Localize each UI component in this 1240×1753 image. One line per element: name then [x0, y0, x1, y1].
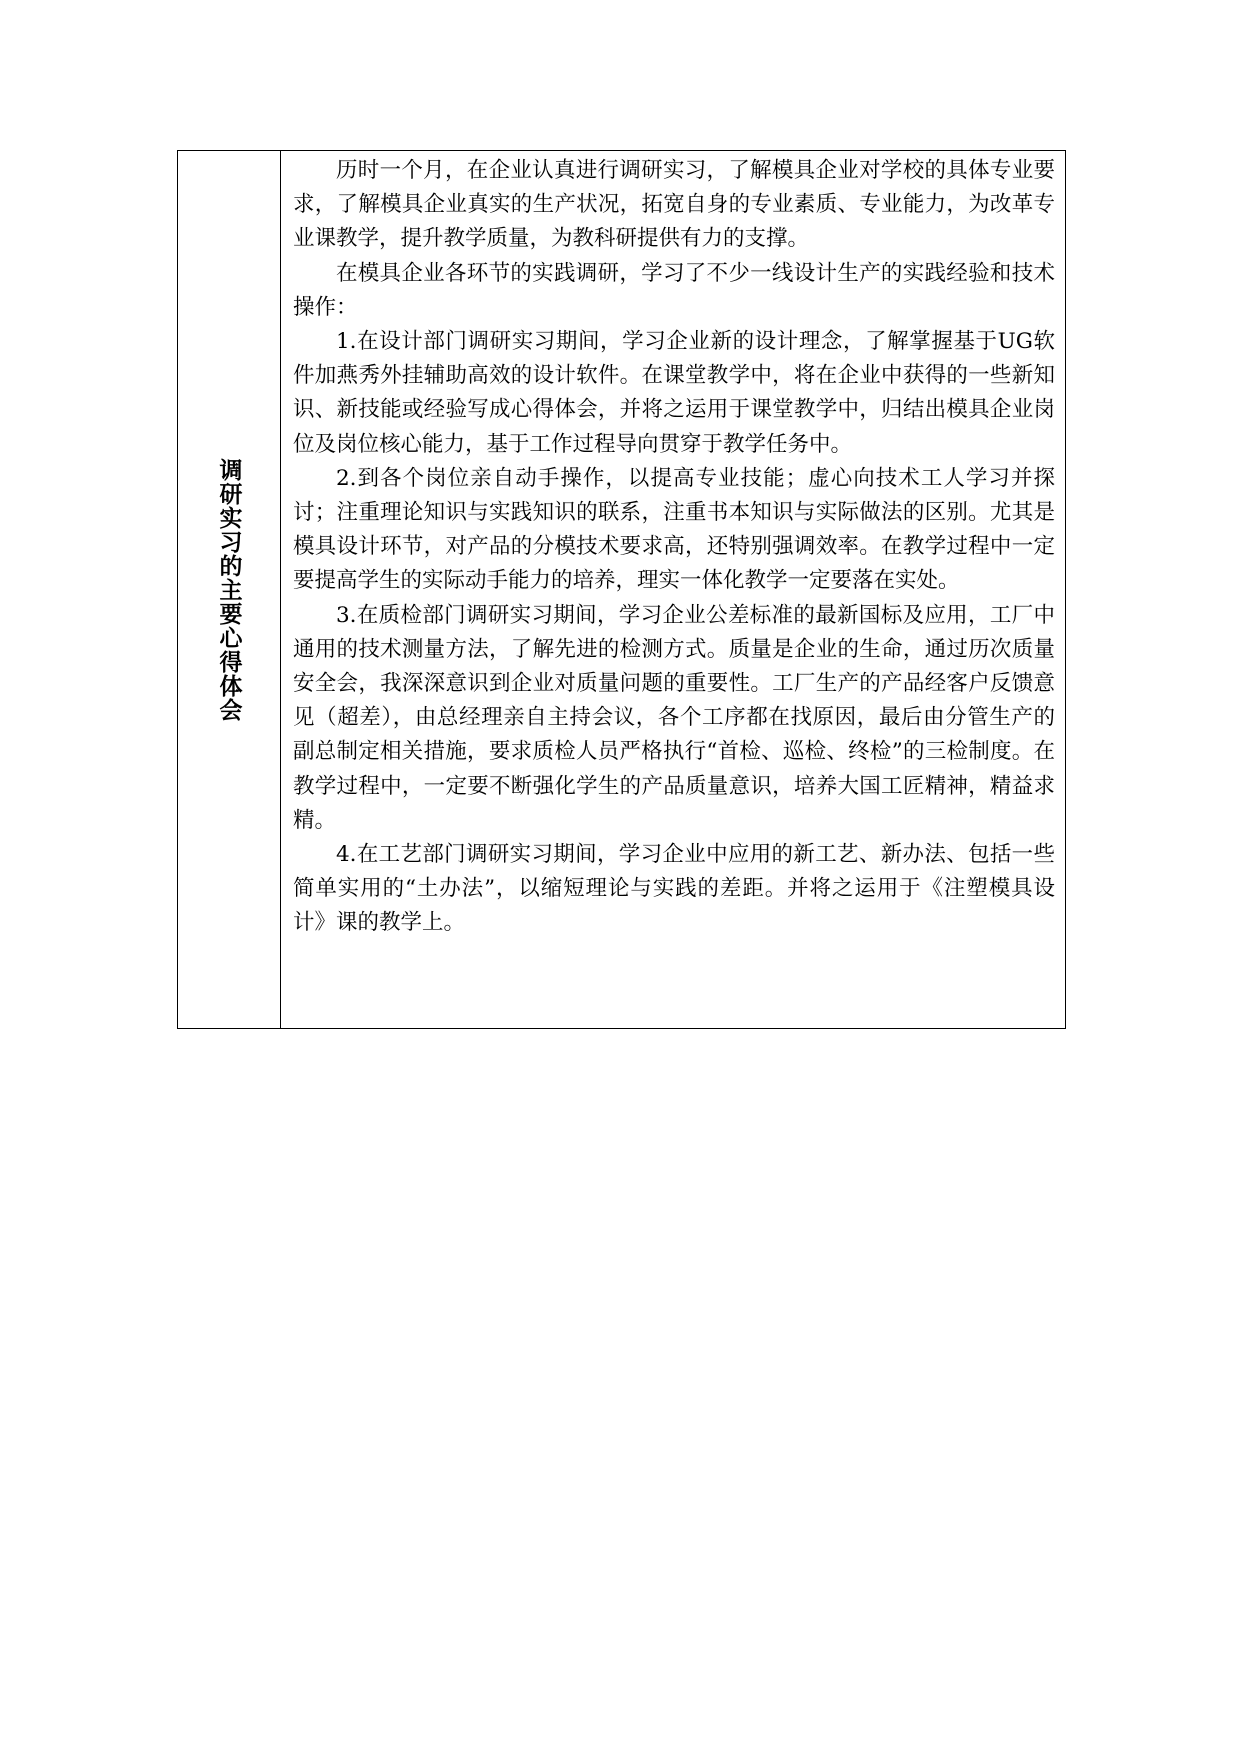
paragraph-intro: 历时一个月，在企业认真进行调研实习，了解模具企业对学校的具体专业要求，了解模具企业真实的生产状况，拓宽自身的专业素质、专业能力，为改革专业课教学，提升教学质量，为教科研提供有力的支撑。	[293, 158, 1055, 252]
paragraph-item-3: 3.在质检部门调研实习期间，学习企业公差标准的最新国标及应用，工厂中通用的技术测量方法，了解先进的检测方式。质量是企业的生命，通过历次质量安全会，我深深意识到企业对质量问题的重要性。工厂生产的产品经客户反馈意见（超差），由总经理亲自主持会议，各个工序都在找原因，最后由分管生产的副总制定相关措施，要求质检人员严格执行“首检、巡检、终检”的三检制度。在教学过程中，一定要不断强化学生的产品质量意识，培养大国工匠精神，精益求精。	[293, 602, 1055, 833]
paragraph-item-4: 4.在工艺部门调研实习期间，学习企业中应用的新工艺、新办法、包括一些简单实用的“土办法”，以缩短理论与实践的差距。并将之运用于《注塑模具设计》课的教学上。	[293, 842, 1055, 936]
content-cell	[281, 151, 1065, 1028]
paragraph-overview: 在模具企业各环节的实践调研，学习了不少一线设计生产的实践经验和技术操作：	[293, 260, 1055, 320]
experience-table	[177, 150, 1066, 1029]
paragraph-item-1: 1.在设计部门调研实习期间，学习企业新的设计理念，了解掌握基于UG软件加燕秀外挂辅助高效的设计软件。在课堂教学中，将在企业中获得的一些新知识、新技能或经验写成心得体会，并将之运用于课堂教学中，归结出模具企业岗位及岗位核心能力，基于工作过程导向贯穿于教学任务中。	[293, 329, 1055, 457]
section-label: 调研实习的主要心得体会	[215, 457, 242, 722]
label-cell	[178, 151, 281, 1028]
paragraph-item-2: 2.到各个岗位亲自动手操作，以提高专业技能；虚心向技术工人学习并探讨；注重理论知识与实践知识的联系，注重书本知识与实际做法的区别。尤其是模具设计环节，对产品的分模技术要求高，还特别强调效率。在教学过程中一定要提高学生的实际动手能力的培养，理实一体化教学一定要落在实处。	[293, 465, 1055, 594]
